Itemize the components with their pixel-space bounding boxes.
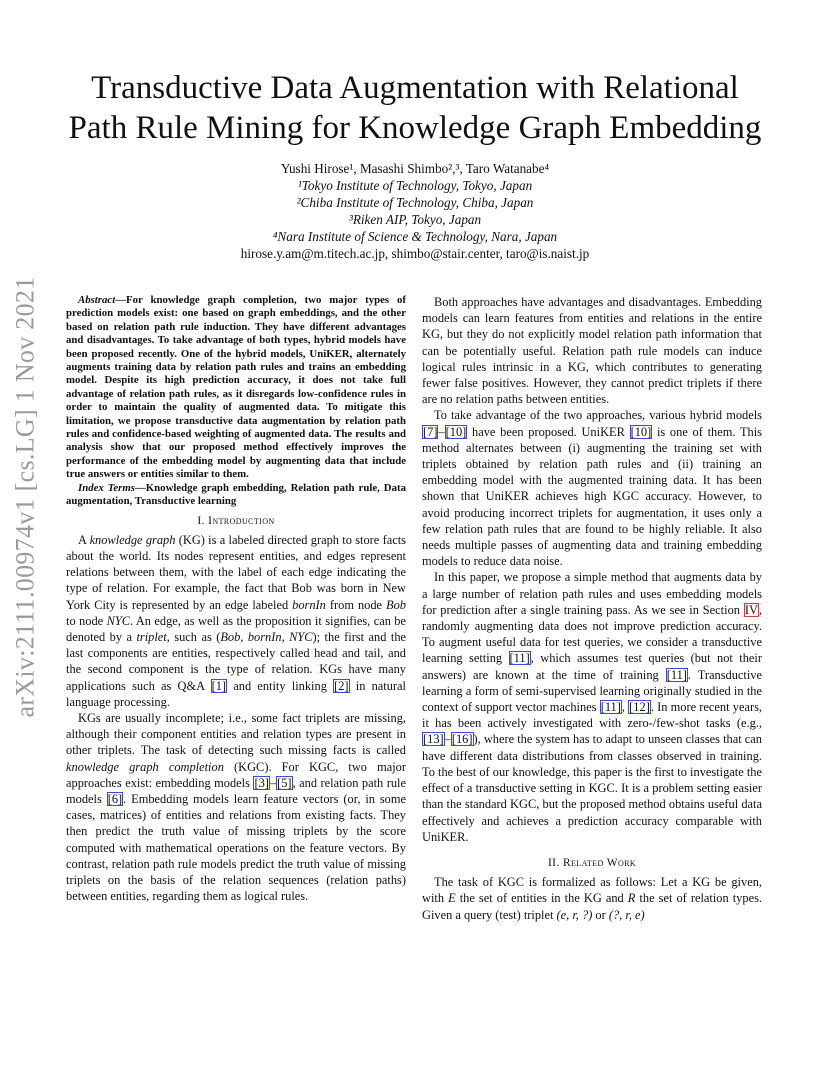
affiliation-4: ⁴Nara Institute of Science & Technology, Nara, Japan: [272, 229, 558, 244]
citation-link[interactable]: [5]: [277, 775, 292, 790]
citation-link[interactable]: [1]: [211, 678, 227, 693]
citation-link[interactable]: [11]: [600, 700, 621, 715]
intro-paragraph-1: A knowledge graph (KG) is a labeled directed graph to store facts about the world. Its nodes represent entities, and edges represent relations between them, with the label of each edge indicating the type of relation. For example, the fact that Bob was born in New York City is represented by an edge labeled bornIn from node Bob to node NYC. An edge, as well as the proposition it signifies, can be denoted by a triplet, such as (Bob, bornIn, NYC); the first and the last components are entities, respectively called head and tail, and the second component is the type of relation. KGs have many applications such as Q&A [1] and entity linking [2] in natural language processing.: [66, 532, 407, 709]
citation-link[interactable]: [6]: [107, 791, 123, 806]
citation-link[interactable]: [11]: [509, 651, 530, 666]
citation-link[interactable]: [3]: [254, 775, 269, 790]
title-line-1: Transductive Data Augmentation with Relational: [91, 70, 739, 106]
intro-paragraph-3: Both approaches have advantages and disadvantages. Embedding models can learn features from entities and relations in the entire KG, but they do not explicitly model relation path information that can be potentially useful. Relation path rule models can induce logical rules intrinsic in a KG, which contributes to generating fewer false positives. However, they cannot predict triplets if there are no relation paths between entities.: [422, 295, 762, 407]
title-line-2: Path Rule Mining for Knowledge Graph Embedding: [68, 110, 762, 146]
citation-link[interactable]: [12]: [629, 700, 650, 715]
section-heading-introduction: I. Introduction: [197, 514, 275, 527]
citation-link[interactable]: [16]: [451, 732, 473, 747]
intro-paragraph-5: In this paper, we propose a simple method that augments data by a large number of relation path rules and uses embedding models for prediction after a single training pass. As we see in Section IV, randomly augmenting data does not improve prediction accuracy. To augment useful data for test queries, we consider a transductive learning setting [11], which assumes test queries (but not their answers) are known at the time of training [11]. Transductive learning a form of semi-supervised learning originally studied in the context of support vector machines [11], [12]. In more recent years, it has been actively investigated with zero-/few-shot tasks (e.g., [13]–[16]), where the system has to adapt to unseen classes that can have different data distributions from classes observed in training. To the best of our knowledge, this paper is the first to investigate the effect of a transductive setting in KGC. It is a problem setting easier than the standard KGC, but the proposed method obtains useful data effectively and achieves a prediction accuracy comparable with UniKER.: [422, 570, 763, 844]
intro-paragraph-4: To take advantage of the two approaches, various hybrid models [7]–[10] have been proposed. UniKER [10] is one of them. This method alternates between (i) augmenting the training set with triplets obtained by relation path rules and (ii) training an embedding model with the augmented training data. It has been shown that UniKER achieves high KGC accuracy. However, to avoid producing incorrect triplets for augmentation, it uses only a few relation path rules that are found to be highly reliable. It also needs multiple passes of augmenting data and training embedding models to reduce data noise.: [422, 408, 762, 569]
author-names: Yushi Hirose¹, Masashi Shimbo²,³, Taro Watanabe⁴: [280, 161, 550, 176]
section-link[interactable]: IV: [744, 602, 758, 617]
related-paragraph-1: The task of KGC is formalized as follows: Let a KG be given, with E the set of entities in the KG and R the set of relation types. Given a query (test) triplet (e, r, ?) or (?, r, e): [422, 875, 762, 922]
right-column: [422, 294, 762, 923]
citation-link[interactable]: [11]: [666, 667, 687, 682]
paper-title: [50, 68, 780, 148]
left-column: [66, 294, 406, 904]
citation-link[interactable]: [10]: [630, 424, 652, 439]
author-emails: hirose.y.am@m.titech.ac.jp, shimbo@stair.center, taro@is.naist.jp: [240, 246, 590, 261]
index-terms: Index Terms—Knowledge graph embedding, Relation path rule, Data augmentation, Transductive learning: [66, 481, 406, 508]
affiliation-3: ³Riken AIP, Tokyo, Japan: [348, 212, 482, 227]
arxiv-stamp: arXiv:2111.00974v1 [cs.LG] 1 Nov 2021: [10, 276, 40, 718]
citation-link[interactable]: [10]: [445, 424, 467, 439]
citation-link[interactable]: [7]: [423, 424, 438, 439]
intro-paragraph-2: KGs are usually incomplete; i.e., some fact triplets are missing, although their component entities and relation types are present in other triplets. The task of detecting such missing facts is called knowledge graph completion (KGC). For KGC, two major approaches exist: embedding models [3]–[5], and relation path rule models [6]. Embedding models learn feature vectors (or, in some cases, matrices) of entities and relations from existing facts. They then predict the truth value of missing triplets by the score computed with mathematical operations on the feature vectors. By contrast, relation path rule models predict the truth value of missing triplets on the basis of the relation sequences (relation paths) between entities, regarding them as logical rules.: [66, 710, 407, 904]
citation-link[interactable]: [2]: [334, 678, 349, 693]
affiliation-1: ¹Tokyo Institute of Technology, Tokyo, Japan: [297, 178, 533, 193]
affiliation-2: ²Chiba Institute of Technology, Chiba, Japan: [296, 195, 534, 210]
author-block: [180, 160, 650, 262]
citation-link[interactable]: [13]: [423, 732, 444, 747]
section-heading-related-work: II. Related Work: [547, 856, 637, 869]
abstract: Abstract—For knowledge graph completion, two major types of prediction models exist: one based on graph embeddings, and the other based on relation path rule induction. They have different advantages and disadvantages. To take advantage of both types, hybrid models have been proposed recently. One of the hybrid models, UniKER, alternately augments training data by relation path rules and trains an embedding model. Despite its high prediction accuracy, it does not take full advantage of relation path rules, as it disregards low-confidence rules in order to maintain the quality of augmented data. To mitigate this limitation, we propose transductive data augmentation by relation path rules and confidence-based weighting of augmented data. The results and analysis show that our proposed method effectively improves the performance of the embedding model by augmenting data that include true answers or entities similar to them.: [66, 294, 406, 481]
